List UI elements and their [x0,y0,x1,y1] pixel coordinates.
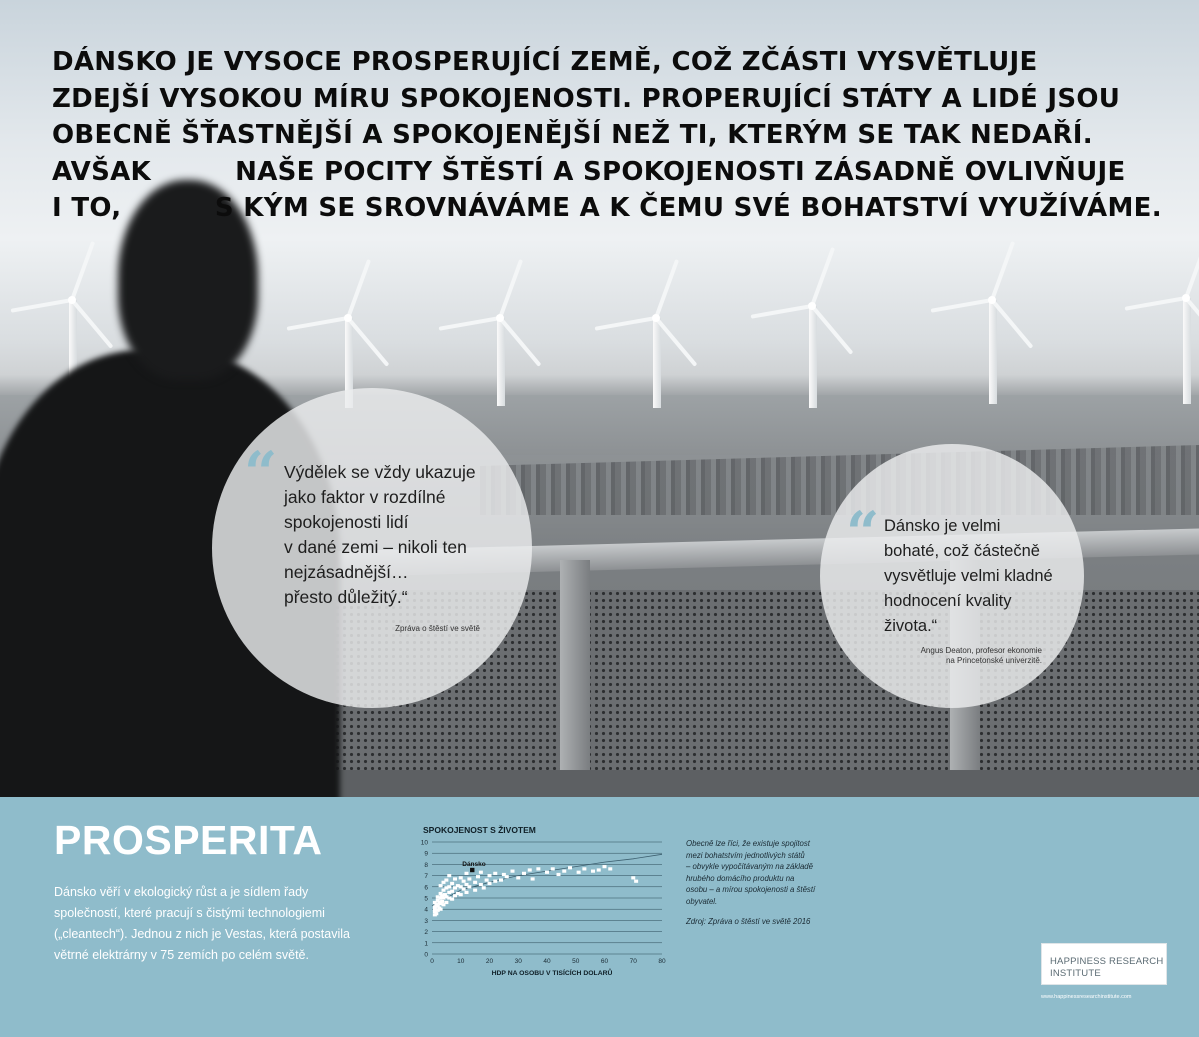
data-point [631,876,635,879]
y-tick-label: 1 [424,940,428,948]
turbine-blade [1125,296,1187,311]
data-point [482,886,486,889]
institute-logo [1041,943,1167,985]
wind-turbine [500,318,502,406]
turbine-blade [990,241,1015,301]
turbine-tower [1183,298,1191,404]
headline-line: AVŠAK NAŠE POCITY ŠTĚSTÍ A SPOKOJENOSTI ZÁSADNĚ OVLIVŇUJE [52,156,1126,187]
x-tick-label: 0 [430,958,434,965]
data-point [450,898,454,901]
x-tick-label: 40 [543,958,551,965]
quote-mark-icon: “ [244,439,278,507]
quote-mark-icon: “ [846,499,880,567]
y-tick-label: 9 [424,850,428,858]
data-point [488,874,492,877]
chart-note-line: osobu – a mírou spokojenosti a štěstí [686,885,816,895]
x-tick-label: 50 [572,958,580,965]
data-point [439,884,443,887]
section-text-line: („cleantech“). Jednou z nich je Vestas, která postavila [54,927,350,941]
x-tick-label: 10 [457,958,465,965]
data-point [447,885,451,888]
highlight-point [470,868,474,872]
website-url[interactable]: www.happinessresearchinstitute.com [1041,994,1132,1000]
data-point [516,876,520,879]
turbine-blade [1184,239,1199,299]
data-point [536,867,540,870]
fence-post [560,560,590,797]
prosperity-band [0,797,1199,1037]
data-point [479,871,483,874]
quote-source-line: na Princetonské univerzitě. [945,656,1042,665]
headline-line: DÁNSKO JE VYSOCE PROSPERUJÍCÍ ZEMĚ, COŽ ZČÁSTI VYSVĚTLUJE [52,47,1038,77]
data-point [459,876,463,879]
data-point [440,900,444,903]
logo-line: INSTITUTE [1050,968,1101,979]
data-point [499,878,503,881]
data-point [462,887,466,890]
chart-note-line: obyvatel. [686,896,718,906]
turbine-tower [989,300,997,404]
chart-note-line: – obvykle vypočítávaným na základě [686,862,813,872]
quote-text [284,460,476,610]
turbine-tower [809,306,817,408]
data-point [447,874,451,877]
x-tick-label: 70 [629,958,637,965]
highlight-label: Dánsko [462,861,486,868]
data-point [545,871,549,874]
chart-note-line: mezi bohatstvím jednotlivých států [686,850,805,860]
turbine-blade [654,259,679,319]
quote-line: spokojenosti lidí [284,512,409,532]
y-tick-label: 0 [424,951,428,959]
turbine-blade [498,259,523,319]
quote-line: vysvětluje velmi kladné [884,567,1053,585]
wind-turbine [1186,298,1188,404]
logo-line: HAPPINESS RESEARCH [1050,956,1164,967]
headline-line: OBECNĚ ŠŤASTNĚJŠÍ A SPOKOJENĚJŠÍ NEŽ TI, KTERÝM SE TAK NEDAŘÍ. [52,120,1093,150]
turbine-hub [68,296,76,304]
data-point [522,872,526,875]
data-point [459,893,463,896]
turbine-hub [344,314,352,322]
turbine-tower [653,318,661,408]
data-point [493,872,497,875]
chart-note-line: Obecně lze říci, že existuje spojitost [686,839,810,848]
data-point [462,880,466,883]
section-text-line: společností, které pracují s čistými technologiemi [54,906,325,920]
turbine-blade [11,298,73,313]
data-point [467,877,471,880]
chart-note-line: hrubého domácího produktu na [686,873,795,883]
data-point [453,877,457,880]
y-tick-label: 7 [424,873,428,881]
wind-turbine [812,306,814,408]
headline-line: ZDEJŠÍ VYSOKOU MÍRU SPOKOJENOSTI. PROPERUJÍCÍ STÁTY A LIDÉ JSOU [52,83,1121,114]
wind-turbine [992,300,994,404]
turbine-blade [287,316,349,331]
quote-line: bohaté, což částečně [884,542,1040,560]
data-point [434,912,438,915]
data-point [603,865,607,868]
data-point [531,877,535,880]
data-point [591,870,595,873]
quote-line: Dánsko je velmi [884,517,1001,535]
data-point [444,878,448,881]
data-point [597,868,601,871]
data-point [473,889,477,892]
data-point [608,867,612,870]
turbine-blade [751,304,813,319]
quote-bubble-earnings [212,388,532,708]
data-point [577,871,581,874]
data-point [511,870,515,873]
quote-source-line: Angus Deaton, profesor ekonomie [920,646,1042,655]
data-point [493,880,497,883]
headline-line: I TO, S KÝM SE SROVNÁVÁME A K ČEMU SVÉ BOHATSTVÍ VYUŽÍVÁME. [52,193,1162,223]
chart-source: Zdroj: Zpráva o štěstí ve světě 2016 [686,917,811,926]
data-point [485,878,489,881]
turbine-tower [497,318,505,406]
data-point [473,881,477,884]
data-point [562,870,566,873]
y-tick-label: 3 [424,917,428,925]
x-tick-label: 30 [514,958,522,965]
data-point [505,875,509,878]
x-axis-label: HDP NA OSOBU V TISÍCÍCH DOLARŮ [491,970,613,977]
data-point [551,867,555,870]
quote-line: života.“ [884,617,938,635]
data-point [488,882,492,885]
y-tick-label: 4 [424,906,428,914]
data-point [439,908,443,911]
section-title: PROSPERITA [54,817,323,863]
quote-source [921,646,1042,666]
turbine-hub [652,314,660,322]
quote-text [884,514,1053,639]
turbine-hub [808,302,816,310]
turbine-blade [70,241,95,301]
data-point [479,883,483,886]
turbine-hub [988,296,996,304]
turbine-blade [346,259,371,319]
x-tick-label: 20 [485,958,494,965]
y-tick-label: 5 [424,895,428,903]
quote-line: v dané zemi – nikoli ten [284,537,467,557]
data-point [634,880,638,883]
turbine-hub [496,314,504,322]
y-tick-label: 8 [424,861,428,869]
scatter-chart [418,834,676,984]
chart-title: SPOKOJENOST S ŽIVOTEM [423,825,536,835]
wind-turbine [656,318,658,408]
data-point [465,872,469,875]
data-point [450,882,454,885]
data-point [528,868,532,871]
headline [52,44,1172,227]
y-tick-label: 10 [420,839,428,847]
quote-line: přesto důležitý.“ [284,587,408,607]
y-tick-label: 6 [424,884,428,892]
data-point [582,867,586,870]
quote-line: hodnocení kvality [884,592,1012,610]
x-tick-label: 80 [658,958,666,965]
data-point [568,866,572,869]
turbine-blade [439,316,501,331]
quote-line: jako faktor v rozdílné [284,487,446,507]
turbine-hub [1182,294,1190,302]
section-text [54,882,350,966]
section-text-line: větrné elektrárny v 75 zemích po celém světě. [54,948,309,962]
quote-source [395,624,480,634]
y-tick-label: 2 [424,929,428,937]
data-point [476,875,480,878]
data-point [444,901,448,904]
turbine-blade [595,316,657,331]
quote-line: nejzásadnější… [284,562,409,582]
turbine-blade [810,247,835,307]
quote-line: Výdělek se vždy ukazuje [284,462,476,482]
section-text-line: Dánsko věří v ekologický růst a je sídlem řady [54,885,309,899]
data-point [467,885,471,888]
quote-bubble-deaton [820,444,1084,708]
data-point [450,890,454,893]
chart-note [686,838,815,908]
turbine-blade [931,298,993,313]
data-point [557,873,561,876]
quote-source-line: Zpráva o štěstí ve světě [395,624,480,633]
data-point [465,891,469,894]
x-tick-label: 60 [600,958,609,965]
